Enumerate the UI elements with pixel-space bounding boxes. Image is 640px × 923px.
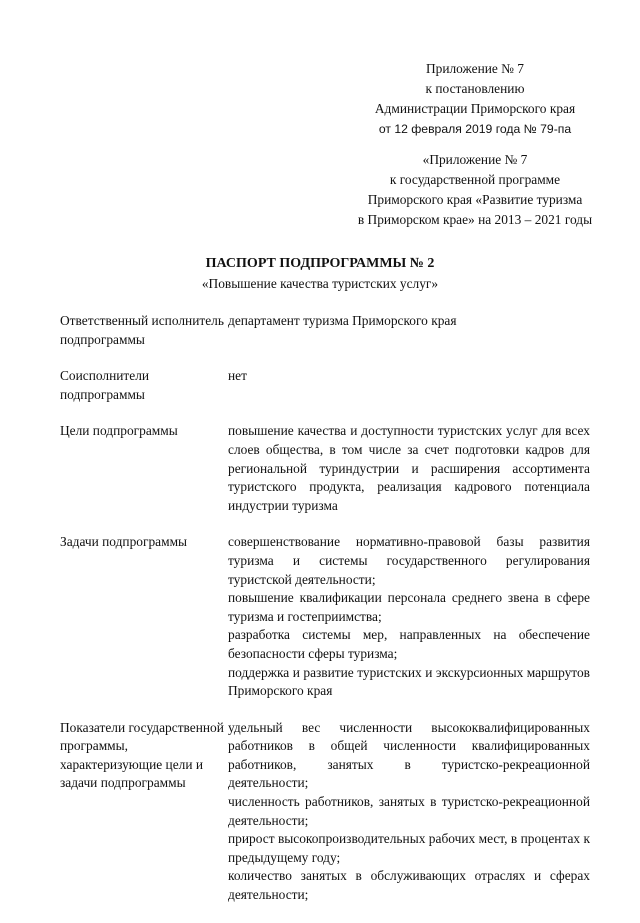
passport-row — [60, 367, 590, 404]
row-text: повышение качества и доступности туристских услуг для всех слоев общества, в том числе за счет подготовки кадров для региональной туриндустрии и расширения ассортимента туристского продукта, реализация кадрового потенциала индустрии туризма — [228, 423, 590, 513]
row-label: Соисполнители подпрограммы — [60, 368, 150, 402]
appendix-authority: Администрации Приморского края — [374, 101, 576, 116]
row-text: совершенствование нормативно-правовой базы развития туризма и системы государственного регулирования туристской деятельности; — [228, 534, 590, 587]
row-text: департамент туризма Приморского края — [228, 313, 457, 328]
row-text: удельный вес численности высококвалифицированных работников в общей численности квалифицированных работников, занятых в туристско-рекреационной деятельности; — [228, 719, 590, 791]
program-appendix-period: в Приморском крае» на 2013 – 2021 годы — [357, 212, 593, 227]
row-text: количество занятых в обслуживающих отраслях и сферах деятельности; — [228, 868, 590, 903]
passport-subtitle: «Повышение качества туристских услуг» — [201, 276, 439, 291]
passport-row — [60, 719, 590, 905]
row-content — [228, 719, 590, 905]
appendix-number: Приложение № 7 — [425, 61, 525, 76]
document-title — [0, 254, 640, 294]
row-text: поддержка и развитие туристских и экскурсионных маршрутов Приморского края — [228, 664, 590, 699]
row-label: Ответственный исполнитель подпрограммы — [60, 313, 224, 347]
appendix-date: от 12 февраля 2019 года № 79-па — [378, 122, 572, 136]
appendix-header — [320, 59, 630, 139]
program-appendix-to: к государственной программе — [389, 172, 561, 187]
passport-title: ПАСПОРТ ПОДПРОГРАММЫ № 2 — [205, 256, 435, 271]
row-content — [228, 422, 590, 515]
row-text: прирост высокопроизводительных рабочих мест, в процентах к предыдущему году; — [228, 831, 590, 865]
appendix-to-resolution: к постановлению — [425, 81, 525, 96]
row-text: нет — [228, 368, 247, 384]
row-text: повышение квалификации персонала среднего звена в сфере туризма и гостеприимства; — [228, 590, 590, 624]
passport-row — [60, 422, 590, 515]
passport-table — [60, 312, 590, 923]
row-label: Показатели государственной программы, характеризующие цели и задачи подпрограммы — [60, 719, 224, 791]
row-content — [228, 533, 590, 700]
row-label: Задачи подпрограммы — [60, 534, 188, 550]
row-text: разработка системы мер, направленных на обеспечение безопасности сферы туризма; — [228, 627, 590, 661]
row-content — [228, 367, 590, 404]
row-text: численность работников, занятых в туристско-рекреационной деятельности; — [228, 794, 590, 828]
program-appendix-number: «Приложение № 7 — [422, 152, 528, 167]
passport-row — [60, 312, 590, 349]
row-label: Цели подпрограммы — [60, 423, 178, 439]
program-appendix-header — [320, 150, 630, 230]
passport-row — [60, 533, 590, 700]
row-content — [228, 312, 590, 349]
program-appendix-name: Приморского края «Развитие туризма — [367, 192, 583, 207]
